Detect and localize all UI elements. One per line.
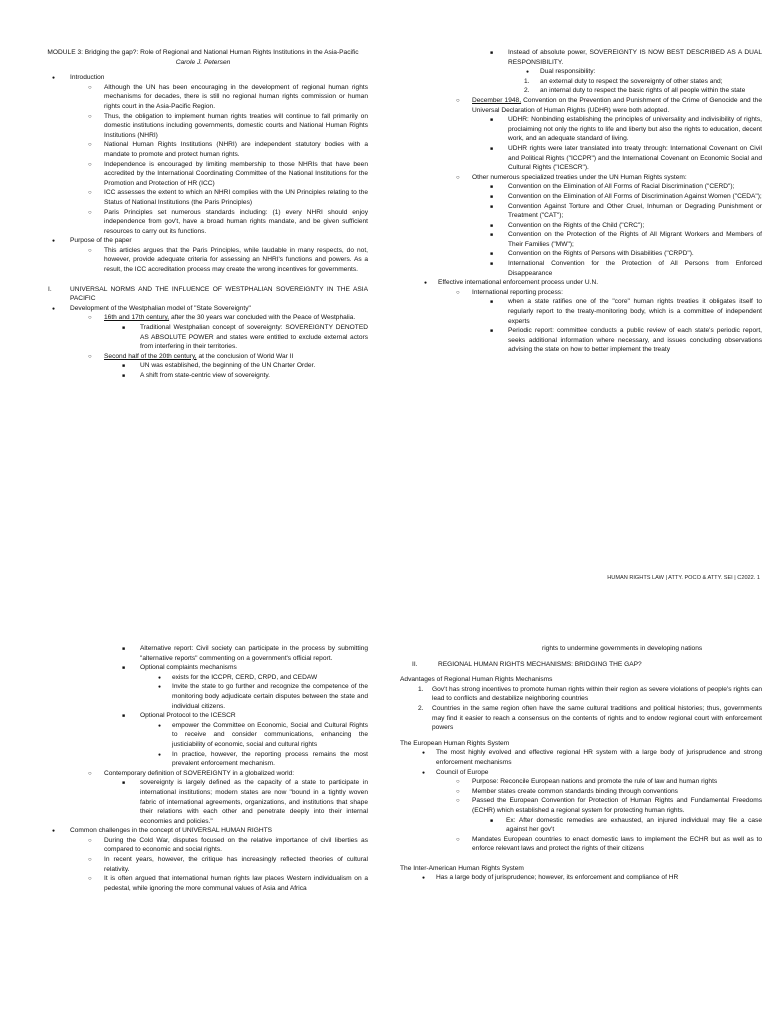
- list-item-text: when a state ratifies one of the "core" human rights treaties it obligates itself to regularly report to the treaty-monitoring body, which is a committee of independent experts: [508, 298, 762, 325]
- list-item-text: This articles argues that the Paris Principles, while laudable in many respects, do not, however, provide adequate criteria for assessing an NHRI's functions and powers. As a result, the ICC accreditation process may create the wrong incentives for governments.: [104, 246, 368, 274]
- list-item-text: Convention on the Elimination of All Forms of Racial Discrimination ("CERD");: [508, 183, 735, 191]
- list-item-text: rights to undermine governments in developing nations: [542, 645, 703, 652]
- date-rest: Convention on the Prevention and Punishment of the Crime of Genocide and the Universal Declaration of Human Rights (UDHR) were both adopted.: [472, 96, 762, 114]
- list-item-text: In practice, however, the reporting process remains the most prevalent enforcement mechanism.: [172, 750, 368, 768]
- list-item: [38, 826, 368, 836]
- circle-bullet-icon: [456, 835, 460, 846]
- list-item: [38, 750, 368, 769]
- list-item-text: Convention Against Torture and Other Cruel, Inhuman or Degrading Punishment or Treatment ("CAT");: [508, 202, 762, 220]
- list-item-text: sovereignty is largely defined as the capacity of a state to participate in international institutions; modern states are now "bound in a tightly woven fabric of international agreements, organizations, and institutions that shape their relations with each other and penetrate deeply into their internal economies and policies.": [140, 779, 368, 825]
- westphalia-heading: [38, 304, 368, 314]
- list-item-text: Convention on the Protection of the Rights of All Migrant Workers and Members of Their Families ("MW");: [508, 231, 762, 248]
- section-title: UNIVERSAL NORMS AND THE INFLUENCE OF WESTPHALIAN SOVEREIGNTY IN THE ASIA PACIFIC: [70, 285, 368, 303]
- intro-heading: [38, 73, 368, 83]
- westphalia-label: Development of the Westphalian model of "State Sovereignty": [70, 304, 251, 312]
- bullet-icon: [422, 873, 425, 884]
- list-item: [412, 96, 762, 115]
- circle-bullet-icon: [88, 855, 92, 866]
- list-item-text: an internal duty to respect the basic rights of all people within the state: [540, 87, 746, 95]
- list-item-text: Optional complaints mechanisms: [140, 664, 237, 672]
- european-heading: The European Human Rights System: [400, 739, 510, 747]
- square-bullet-icon: [122, 644, 125, 655]
- list-item: [412, 173, 762, 183]
- list-item: [400, 704, 762, 733]
- list-item: [38, 721, 368, 750]
- bullet-icon: [158, 750, 161, 761]
- list-item-text: empower the Committee on Economic, Social and Cultural Rights to receive and consider communications, enhancing the justiciability of economic, social and cultural rights: [172, 721, 368, 748]
- circle-bullet-icon: [88, 160, 92, 171]
- list-item: [412, 297, 762, 326]
- circle-bullet-icon: [456, 96, 460, 107]
- list-item: [412, 77, 762, 87]
- list-item-text: Convention on the Elimination of All Forms of Discrimination Against Women ("CEDA");: [508, 192, 762, 200]
- circle-bullet-icon: [88, 208, 92, 219]
- list-item-text: During the Cold War, disputes focused on the relative importance of civil liberties as compared to economic and social rights.: [104, 836, 368, 854]
- list-item-text: Countries in the same region often have the same cultural traditions and political histories; thus, governments may find it easier to reach a consensus on the contents of rights and to endow regional court with enforcement powers: [432, 704, 762, 732]
- list-item: [412, 249, 762, 259]
- list-item: [400, 796, 762, 815]
- purpose-heading: [38, 236, 368, 246]
- square-bullet-icon: [490, 48, 493, 59]
- list-item-text: Optional Protocol to the ICESCR: [140, 712, 236, 720]
- list-item-text: UDHR rights were later translated into treaty through: International Covenant on Civil and Political Rights ("ICCPR") and the International Covenant on Economic Social and Cultural Rights ("ICESCR").: [508, 144, 762, 172]
- list-item-text: Thus, the obligation to implement human rights treaties will continue to fall primarily on domestic institutions including governments, domestic courts and National Human Rights Institutions (NHRI): [104, 112, 368, 139]
- list-item-text: exists for the ICCPR, CERD, CRPD, and CEDAW: [172, 673, 318, 681]
- list-item: [38, 160, 368, 189]
- square-bullet-icon: [490, 202, 493, 213]
- bullet-icon: [158, 682, 161, 693]
- list-item: [400, 787, 762, 797]
- item-number: 1.: [524, 77, 530, 85]
- list-item: [412, 202, 762, 221]
- list-item: [412, 326, 762, 355]
- list-item-text: Passed the European Convention for Protection of Human Rights and Fundamental Freedoms (ECHR) which established a regional system for protecting human rights.: [472, 797, 762, 814]
- list-item-text: Dual responsibility:: [540, 68, 596, 76]
- list-item: [38, 208, 368, 237]
- list-item: [38, 83, 368, 112]
- continued-text: [400, 644, 762, 654]
- list-item: [412, 144, 762, 173]
- list-item-text: Purpose: Reconcile European nations and promote the rule of law and human rights: [472, 778, 718, 786]
- list-item: [400, 768, 762, 778]
- list-item: [38, 644, 368, 663]
- section-number: II.: [412, 660, 418, 668]
- century-rest: at the conclusion of World War II: [196, 352, 294, 360]
- list-item-text: Gov't has strong incentives to promote human rights within their region as severe violations of people's rights can lead to conflicts and destabilize neighboring countries: [432, 685, 762, 703]
- list-item: [38, 112, 368, 141]
- list-item-text: In recent years, however, the critique has increasingly reflected theories of cultural relativity.: [104, 856, 368, 873]
- list-item-text: Member states create common standards binding through conventions: [472, 787, 678, 795]
- section-title: REGIONAL HUMAN RIGHTS MECHANISMS: BRIDGING THE GAP?: [438, 660, 642, 668]
- list-item: [412, 278, 762, 288]
- circle-bullet-icon: [88, 140, 92, 151]
- item-number: 2.: [418, 704, 424, 712]
- circle-bullet-icon: [456, 796, 460, 807]
- list-item-text: Although the UN has been encouraging in the development of regional human rights mechanisms for decades, there is still no regional human rights commission or human rights court in the Asia-Pacific Region.: [104, 83, 368, 110]
- list-item: [412, 230, 762, 249]
- list-item: [38, 246, 368, 275]
- circle-bullet-icon: [88, 83, 92, 94]
- list-item-text: Common challenges in the concept of UNIVERSAL HUMAN RIGHTS: [70, 827, 273, 835]
- bullet-icon: [158, 721, 161, 732]
- list-item-text: International Convention for the Protection of All Persons from Enforced Disappearance: [508, 260, 762, 277]
- list-item-text: ICC assesses the extent to which an NHRI complies with the UN Principles relating to the Status of National Institutions (the Paris Principles): [104, 189, 368, 206]
- list-item: [38, 352, 368, 362]
- document-author: Carole J. Petersen: [175, 58, 231, 66]
- list-item-text: Contemporary definition of SOVEREIGNTY in a globalized world:: [104, 769, 295, 777]
- list-item: [412, 48, 762, 67]
- section-heading-1: [38, 285, 368, 304]
- century-lead: 16th and 17th century,: [104, 314, 170, 322]
- list-item-text: National Human Rights Institutions (NHRI) are independent statutory bodies with a mandate to promote and protect human rights.: [104, 141, 368, 158]
- list-item: [400, 685, 762, 704]
- list-item: [38, 371, 368, 381]
- list-item: [38, 855, 368, 874]
- list-item: [412, 115, 762, 144]
- list-item: [38, 323, 368, 352]
- list-item-text: Convention on the Rights of the Child ("CRC");: [508, 221, 645, 229]
- page2-left-column: [38, 644, 368, 893]
- list-item-text: Periodic report: committee conducts a public review of each state's periodic report, seeks additional information where necessary, and issues concluding observations advising the state on how to better implement the treaty: [508, 327, 762, 354]
- list-item: [38, 874, 368, 893]
- circle-bullet-icon: [88, 874, 92, 885]
- list-item-text: an external duty to respect the sovereignty of other states and;: [540, 77, 723, 85]
- list-item-text: The most highly evolved and effective regional HR system with a large body of jurisprudence and strong enforcement mechanisms: [436, 749, 762, 766]
- list-item: [38, 140, 368, 159]
- square-bullet-icon: [490, 816, 493, 827]
- list-item: [38, 673, 368, 683]
- list-item: [412, 86, 762, 96]
- list-item: [412, 259, 762, 278]
- page-separator: [0, 596, 768, 620]
- list-item-text: Instead of absolute power, SOVEREIGNTY IS NOW BEST DESCRIBED AS A DUAL RESPONSIBILITY.: [508, 49, 762, 66]
- list-item: [38, 663, 368, 673]
- list-item-text: Effective international enforcement process under U.N.: [438, 279, 599, 287]
- list-item: [400, 835, 762, 854]
- inter-american-heading: The Inter-American Human Rights System: [400, 864, 524, 872]
- list-item: [38, 778, 368, 826]
- list-item-text: UN was established, the beginning of the UN Charter Order.: [140, 362, 316, 370]
- list-item: [412, 221, 762, 231]
- list-item-text: International reporting process:: [472, 288, 563, 296]
- item-number: 2.: [524, 87, 530, 95]
- circle-bullet-icon: [88, 246, 92, 257]
- list-item: [412, 192, 762, 202]
- square-bullet-icon: [490, 326, 493, 337]
- square-bullet-icon: [122, 371, 125, 382]
- square-bullet-icon: [122, 778, 125, 789]
- page1-right-column: [412, 48, 762, 355]
- list-item-text: Council of Europe: [436, 768, 489, 776]
- list-item-text: Alternative report: Civil society can participate in the process by submitting "alternative reports" commenting on a government's official report.: [140, 645, 368, 662]
- list-item-text: Convention on the Rights of Persons with Disabilities ("CRPD").: [508, 250, 694, 258]
- advantages-heading: Advantages of Regional Human Rights Mechanisms: [400, 676, 553, 684]
- section-number: I.: [48, 285, 52, 293]
- list-item-text: A shift from state-centric view of sovereignty.: [140, 372, 270, 379]
- purpose-label: Purpose of the paper: [70, 237, 132, 245]
- bullet-icon: [422, 748, 425, 759]
- square-bullet-icon: [490, 115, 493, 126]
- page2-right-column: [400, 644, 762, 883]
- list-item-text: Ex: After domestic remedies are exhausted, an injured individual may file a case against her gov't: [506, 816, 762, 834]
- square-bullet-icon: [490, 144, 493, 155]
- list-item: [400, 748, 762, 767]
- square-bullet-icon: [122, 323, 125, 334]
- item-number: 1.: [418, 685, 424, 693]
- list-item: [38, 313, 368, 323]
- list-item: [38, 769, 368, 779]
- document-title: MODULE 3: Bridging the gap?: Role of Regional and National Human Rights Institutions in the Asia-Pacific: [47, 49, 359, 56]
- page1-left-column: [38, 48, 368, 381]
- list-item: [38, 682, 368, 711]
- square-bullet-icon: [490, 259, 493, 270]
- list-item-text: Has a large body of jurisprudence; however, its enforcement and compliance of HR: [436, 874, 679, 882]
- list-item-text: Traditional Westphalian concept of sovereignty: SOVEREIGNTY DENOTED AS ABSOLUTE POWER and states were entitled to exclude external actors from interfering in their territories.: [140, 324, 368, 351]
- list-item: [400, 816, 762, 835]
- square-bullet-icon: [490, 297, 493, 308]
- list-item-text: Paris Principles set numerous standards including: (1) every NHRI should enjoy independence from gov't, have a broad human rights mandate, and be given sufficient resources to carry out its functions.: [104, 208, 368, 235]
- list-item: [38, 361, 368, 371]
- circle-bullet-icon: [88, 112, 92, 123]
- list-item-text: UDHR: Nonbinding establishing the principles of universality and indivisibility of rights, proclaiming not only the rights to life and liberty but also the rights to education, decent work, and an adequate standard of living.: [508, 116, 762, 143]
- list-item: [38, 711, 368, 721]
- list-item: [400, 873, 762, 883]
- list-item-text: Independence is encouraged by limiting membership to those NHRIs that have been accredited by the International Coordinating Committee of the National Institutions for the Promotion and Protection of HR (ICC): [104, 160, 368, 187]
- list-item-text: It is often argued that international human rights law places Western individualism on a pedestal, while ignoring the more communal values of Asia and Africa: [104, 875, 368, 892]
- list-item-text: Invite the state to go further and recognize the competence of the monitoring body adjudicate certain disputes between the state and individual citizens.: [172, 683, 368, 710]
- page-footer: HUMAN RIGHTS LAW | ATTY. POCO & ATTY. SEI | C2022. 1: [607, 575, 760, 581]
- circle-bullet-icon: [88, 188, 92, 199]
- circle-bullet-icon: [88, 836, 92, 847]
- list-item: [38, 836, 368, 855]
- section-heading-2: [400, 660, 762, 670]
- list-item-text: Other numerous specialized treaties under the UN Human Rights system:: [472, 173, 687, 181]
- list-item-text: Mandates European countries to enact domestic laws to implement the ECHR but as well as to enforce relevant laws and protect the rights of their citizens: [472, 835, 762, 853]
- list-item: [412, 288, 762, 298]
- century-lead: Second half of the 20th century,: [104, 352, 197, 360]
- century-rest: after the 30 years war concluded with the Peace of Westphalia.: [169, 314, 356, 322]
- list-item: [400, 777, 762, 787]
- intro-label: Introduction: [70, 74, 105, 82]
- date-lead: December 1948,: [472, 96, 522, 104]
- list-item: [38, 188, 368, 207]
- list-item: [412, 67, 762, 77]
- list-item: [412, 182, 762, 192]
- square-bullet-icon: [490, 230, 493, 241]
